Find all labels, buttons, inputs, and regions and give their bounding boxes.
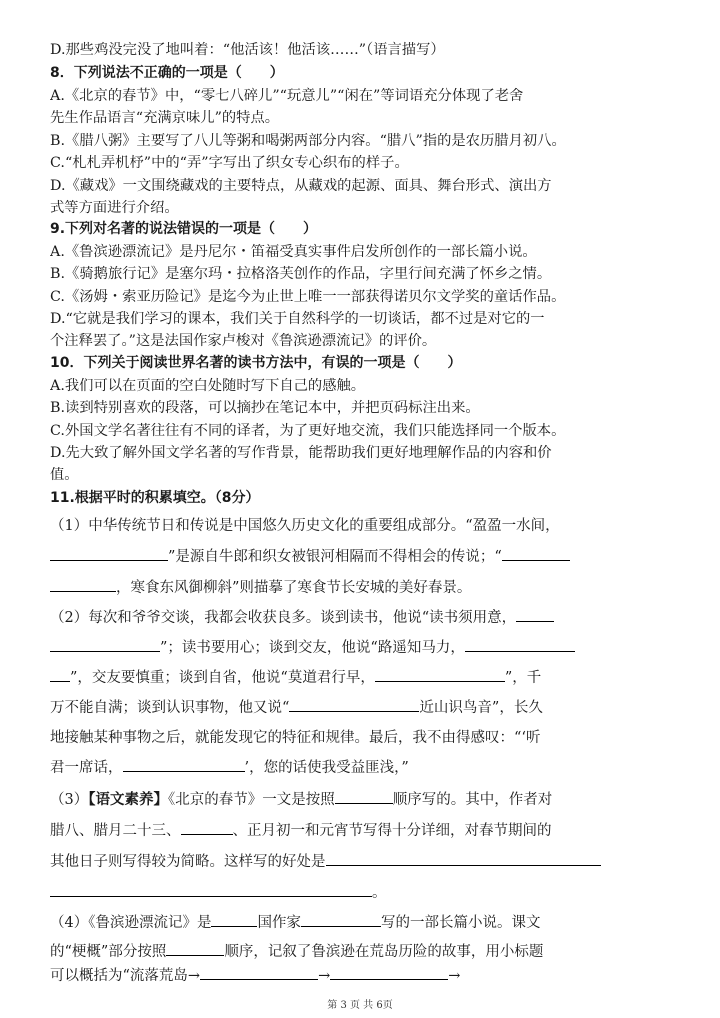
- fill-2-text: ”；读书要用心；谈到交友，他说“路遥知马力，: [160, 640, 465, 656]
- fill-3-line4: [50, 880, 675, 906]
- answer-blank[interactable]: [50, 545, 168, 561]
- answer-blank[interactable]: [50, 636, 160, 652]
- fill-2-text: （2）每次和爷爷交谈，我都会收获良多。谈到读书，他说“读书须用意，: [50, 610, 517, 626]
- q7-option-d: D.那些鸡没完没了地叫着：“他活该！他活该……”（语言描写）: [50, 42, 445, 58]
- answer-blank[interactable]: [181, 819, 233, 835]
- q9-option-a: A.《鲁滨逊漂流记》是丹尼尔・笛福受真实事件启发所创作的一部长篇小说。: [50, 244, 537, 260]
- q9-option-d-line2: 个注释罢了。”这是法国作家卢梭对《鲁滨逊漂流记》的评价。: [50, 333, 437, 349]
- q8-option-c: C.“札札弄机杼”中的“弄”字写出了织女专心织布的样子。: [50, 155, 409, 171]
- answer-blank[interactable]: [211, 911, 257, 927]
- q9-option-b: B.《骑鹅旅行记》是塞尔玛・拉格洛芙创作的作品，字里行间充满了怀乡之情。: [50, 266, 552, 282]
- answer-blank[interactable]: [50, 576, 116, 592]
- fill-3-line1: [50, 787, 675, 813]
- fill-4-text: 的“梗概”部分按照: [50, 944, 167, 960]
- fill-4-line1: [50, 910, 675, 936]
- fill-2-text: 近山识鸟音”，长久: [419, 700, 543, 716]
- fill-2-line3: [50, 665, 675, 691]
- fill-2-text: ”，千: [504, 670, 542, 686]
- fill-2-text: 万不能自满；谈到认识事物，他又说“: [50, 700, 290, 716]
- fill-2-line5: 地接触某种事物之后，就能发现它的特征和规律。最后，我不由得感叹：“‘听: [50, 730, 541, 746]
- answer-blank[interactable]: [123, 756, 245, 772]
- q9-option-c: C.《汤姆・索亚历险记》是迄今为止世上唯一一部获得诺贝尔文学奖的童话作品。: [50, 289, 566, 305]
- q8-option-b: B.《腊八粥》主要写了八儿等粥和喝粥两部分内容。“腊八”指的是农历腊月初八。: [50, 133, 566, 149]
- question-9-title: 9.下列对名著的说法错误的一项是（ ）: [50, 221, 318, 237]
- fill-3-line2: [50, 818, 675, 844]
- fill-3-text: 顺序写的。其中，作者对: [392, 792, 553, 808]
- fill-2-line6: [50, 755, 675, 781]
- answer-blank[interactable]: [200, 964, 318, 980]
- fill-3-text: 。: [372, 885, 387, 901]
- fill-2-text: 君一席话，: [50, 760, 123, 776]
- question-8-title: 8．下列说法不正确的一项是（ ）: [50, 65, 284, 81]
- arrow-right-icon: →: [318, 968, 331, 984]
- fill-4-line2: [50, 939, 675, 965]
- fill-2-line2: [50, 635, 675, 661]
- fill-3-text: 《北京的春节》一文是按照: [167, 792, 335, 808]
- fill-3-text: 腊八、腊月二十三、: [50, 823, 181, 839]
- fill-3-line3: [50, 849, 675, 875]
- answer-blank[interactable]: [516, 606, 554, 622]
- fill-4-text: （4）《鲁滨逊漂流记》是: [50, 915, 212, 931]
- answer-blank[interactable]: [166, 940, 224, 956]
- fill-4-line3: [50, 963, 675, 989]
- fill-2-line4: [50, 695, 675, 721]
- q10-option-c: C.外国文学名著往往有不同的译者，为了更好地交流，我们只能选择同一个版本。: [50, 423, 566, 439]
- answer-blank[interactable]: [375, 666, 505, 682]
- question-11-title: 11.根据平时的积累填空。（8分）: [50, 490, 260, 506]
- arrow-right-icon: →: [187, 968, 201, 984]
- question-10-title: 10．下列关于阅读世界名著的读书方法中，有误的一项是（ ）: [50, 355, 462, 371]
- fill-1-text: ，寒食东风御柳斜”则描摹了寒食节长安城的美好春景。: [116, 580, 472, 596]
- page-footer: 第 3 页 共 6页: [327, 1000, 393, 1011]
- answer-blank[interactable]: [301, 911, 381, 927]
- fill-4-text: 国作家: [257, 915, 301, 931]
- fill-1-line2: [50, 544, 675, 570]
- arrow-right-icon: →: [448, 968, 461, 984]
- q10-option-d-line2: 值。: [50, 467, 79, 483]
- fill-4-text: 顺序，记叙了鲁滨逊在荒岛历险的故事，用小标题: [224, 944, 544, 960]
- answer-blank[interactable]: [465, 636, 575, 652]
- answer-blank[interactable]: [502, 545, 570, 561]
- fill-3-text: 、正月初一和元宵节写得十分详细，对春节期间的: [232, 823, 552, 839]
- answer-blank[interactable]: [289, 696, 419, 712]
- fill-4-text: 可以概括为“流落荒岛: [50, 968, 188, 984]
- q10-option-d-line1: D.先大致了解外国文学名著的写作背景，能帮助我们更好地理解作品的内容和价: [50, 445, 552, 461]
- answer-blank[interactable]: [326, 850, 601, 866]
- fill-1-line3: [50, 575, 675, 601]
- fill-3-text: 其他日子则写得较为简略。这样写的好处是: [50, 854, 326, 870]
- q8-option-a-line1: A.《北京的春节》中，“零七八碎儿”“玩意儿”“闲在”等词语充分体现了老舍: [50, 88, 524, 104]
- fill-1-line1: （1）中华传统节日和传说是中国悠久历史文化的重要组成部分。“盈盈一水间，: [50, 518, 560, 534]
- fill-1-text: ”是源自牛郎和织女被银河相隔而不得相会的传说；“: [168, 549, 502, 565]
- fill-2-text: ”，交友要慎重；谈到自省，他说“莫道君行早，: [70, 670, 375, 686]
- q9-option-d-line1: D.“它就是我们学习的课本，我们关于自然科学的一切谈话，都不过是对它的一: [50, 311, 545, 327]
- answer-blank[interactable]: [330, 964, 448, 980]
- fill-2-line1: [50, 605, 675, 631]
- q10-option-b: B.读到特别喜欢的段落，可以摘抄在笔记本中，并把页码标注出来。: [50, 400, 480, 416]
- q8-option-a-line2: 先生作品语言“充满京味儿”的特点。: [50, 110, 280, 126]
- fill-3-text: （3）: [50, 792, 89, 808]
- fill-2-text: ’，您的话使我受益匪浅，”: [244, 760, 409, 776]
- answer-blank[interactable]: [50, 666, 70, 682]
- literacy-tag: 【语文素养】: [88, 791, 168, 808]
- fill-4-text: 写的一部长篇小说。课文: [380, 915, 541, 931]
- q8-option-d-line2: 式等方面进行介绍。: [50, 200, 179, 216]
- q8-option-d-line1: D.《藏戏》一文围绕藏戏的主要特点，从藏戏的起源、面具、舞台形式、演出方: [50, 178, 552, 194]
- answer-blank[interactable]: [335, 788, 393, 804]
- q10-option-a: A.我们可以在页面的空白处随时写下自己的感触。: [50, 378, 366, 394]
- answer-blank[interactable]: [50, 881, 372, 897]
